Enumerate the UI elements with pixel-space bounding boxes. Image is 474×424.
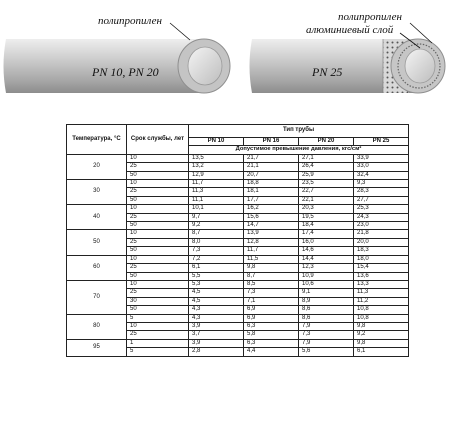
pressure-value-cell: 13,6 [354, 272, 409, 280]
pressure-value-cell: 4,5 [189, 297, 244, 305]
temperature-cell: 50 [67, 230, 127, 255]
pressure-value-cell: 18,3 [354, 247, 409, 255]
lifetime-cell: 25 [127, 289, 189, 297]
pressure-value-cell: 24,3 [354, 213, 409, 221]
callout-aluminum-layer: алюминиевый слой [306, 24, 394, 36]
pressure-value-cell: 9,7 [189, 213, 244, 221]
pipe-illustration [0, 0, 474, 120]
pressure-value-cell: 13,5 [189, 154, 244, 162]
pressure-value-cell: 7,3 [244, 289, 299, 297]
pressure-value-cell: 10,1 [189, 205, 244, 213]
lifetime-cell: 50 [127, 272, 189, 280]
pressure-value-cell: 19,5 [299, 213, 354, 221]
lifetime-cell: 50 [127, 171, 189, 179]
lifetime-cell: 25 [127, 213, 189, 221]
pressure-value-cell: 5,6 [299, 348, 354, 356]
lifetime-cell: 30 [127, 297, 189, 305]
table-row [67, 230, 409, 238]
pressure-value-cell: 9,8 [244, 264, 299, 272]
pressure-value-cell: 18,0 [354, 255, 409, 263]
pressure-value-cell: 5,3 [189, 280, 244, 288]
pressure-value-cell: 17,4 [299, 230, 354, 238]
pressure-value-cell: 11,3 [354, 289, 409, 297]
pressure-value-cell: 8,6 [299, 306, 354, 314]
pressure-value-cell: 20,7 [244, 171, 299, 179]
callout-line-left [170, 23, 190, 40]
pressure-value-cell: 12,9 [189, 171, 244, 179]
pressure-value-cell: 8,0 [189, 238, 244, 246]
header-pn20: PN 20 [299, 138, 354, 146]
pressure-value-cell: 33,0 [354, 163, 409, 171]
pressure-value-cell: 10,8 [354, 314, 409, 322]
pressure-value-cell: 8,7 [189, 230, 244, 238]
lifetime-cell: 5 [127, 314, 189, 322]
pressure-value-cell: 7,9 [299, 339, 354, 347]
lifetime-cell: 10 [127, 280, 189, 288]
pressure-value-cell: 10,9 [299, 272, 354, 280]
pressure-value-cell: 8,5 [244, 280, 299, 288]
table-body [67, 154, 409, 356]
pressure-value-cell: 7,2 [189, 255, 244, 263]
pressure-value-cell: 21,1 [244, 163, 299, 171]
pressure-value-cell: 27,7 [354, 196, 409, 204]
header-pipe-type: Тип трубы [189, 125, 409, 138]
pressure-value-cell: 6,1 [354, 348, 409, 356]
table-row [67, 280, 409, 288]
pressure-value-cell: 4,4 [244, 348, 299, 356]
pressure-value-cell: 5,8 [244, 331, 299, 339]
pressure-value-cell: 14,6 [299, 247, 354, 255]
pressure-value-cell: 9,2 [189, 222, 244, 230]
pressure-value-cell: 22,1 [299, 196, 354, 204]
pressure-value-cell: 33,9 [354, 154, 409, 162]
pressure-value-cell: 21,8 [354, 230, 409, 238]
lifetime-cell: 25 [127, 188, 189, 196]
pressure-value-cell: 6,3 [244, 339, 299, 347]
pressure-value-cell: 16,0 [299, 238, 354, 246]
temperature-cell: 30 [67, 180, 127, 205]
pressure-value-cell: 17,7 [244, 196, 299, 204]
pressure-value-cell: 23,5 [299, 180, 354, 188]
header-pn10: PN 10 [189, 138, 244, 146]
pressure-value-cell: 3,9 [189, 322, 244, 330]
temperature-cell: 70 [67, 280, 127, 314]
lifetime-cell: 50 [127, 306, 189, 314]
table-row [67, 314, 409, 322]
lifetime-cell: 50 [127, 196, 189, 204]
pressure-value-cell: 14,7 [244, 222, 299, 230]
pressure-value-cell: 12,3 [299, 264, 354, 272]
table-row [67, 255, 409, 263]
lifetime-cell: 10 [127, 205, 189, 213]
pressure-value-cell: 11,7 [244, 247, 299, 255]
pressure-value-cell: 7,3 [189, 247, 244, 255]
pressure-value-cell: 13,9 [244, 230, 299, 238]
pressure-value-cell: 16,2 [244, 205, 299, 213]
pressure-value-cell: 18,4 [299, 222, 354, 230]
lifetime-cell: 25 [127, 163, 189, 171]
lifetime-cell: 25 [127, 331, 189, 339]
temperature-cell: 40 [67, 205, 127, 230]
pressure-value-cell: 4,3 [189, 306, 244, 314]
lifetime-cell: 10 [127, 154, 189, 162]
lifetime-cell: 50 [127, 222, 189, 230]
pressure-value-cell: 7,1 [244, 297, 299, 305]
pressure-value-cell: 18,1 [244, 188, 299, 196]
pressure-value-cell: 18,8 [244, 180, 299, 188]
pressure-value-cell: 32,4 [354, 171, 409, 179]
table-row [67, 339, 409, 347]
lifetime-cell: 10 [127, 322, 189, 330]
pressure-value-cell: 3,7 [189, 331, 244, 339]
temperature-cell: 60 [67, 255, 127, 280]
pressure-value-cell: 2,8 [189, 348, 244, 356]
temperature-cell: 95 [67, 339, 127, 356]
pressure-value-cell: 10,8 [354, 306, 409, 314]
pressure-value-cell: 27,1 [299, 154, 354, 162]
pressure-value-cell: 8,7 [244, 272, 299, 280]
header-pressure-excess: Допустимое превышение давления, кгс/см² [189, 146, 409, 154]
lifetime-cell: 10 [127, 230, 189, 238]
pressure-value-cell: 20,3 [299, 205, 354, 213]
pressure-value-cell: 9,2 [354, 331, 409, 339]
pressure-value-cell: 11,1 [189, 196, 244, 204]
pressure-value-cell: 6,9 [244, 306, 299, 314]
lifetime-cell: 25 [127, 264, 189, 272]
pipe-rating-right: PN 25 [312, 65, 343, 79]
pressure-value-cell: 7,9 [299, 322, 354, 330]
header-pn25: PN 25 [354, 138, 409, 146]
pressure-value-cell: 26,4 [299, 163, 354, 171]
pressure-value-cell: 21,7 [244, 154, 299, 162]
pressure-value-cell: 6,3 [244, 322, 299, 330]
pressure-value-cell: 9,8 [354, 339, 409, 347]
pressure-value-cell: 6,9 [244, 314, 299, 322]
pressure-value-cell: 12,8 [244, 238, 299, 246]
pressure-value-cell: 9,1 [299, 289, 354, 297]
pressure-value-cell: 4,5 [189, 289, 244, 297]
callout-polypropylene-left: полипропилен [98, 15, 162, 27]
temperature-cell: 20 [67, 154, 127, 179]
pressure-value-cell: 6,1 [189, 264, 244, 272]
pressure-value-cell: 13,2 [189, 163, 244, 171]
temperature-cell: 80 [67, 314, 127, 339]
pressure-value-cell: 22,7 [299, 188, 354, 196]
pressure-value-cell: 8,6 [299, 314, 354, 322]
pressure-value-cell: 13,3 [354, 280, 409, 288]
header-lifetime: Срок службы, лет [127, 125, 189, 155]
lifetime-cell: 25 [127, 238, 189, 246]
lifetime-cell: 10 [127, 180, 189, 188]
pressure-value-cell: 14,4 [299, 255, 354, 263]
pipe-rating-left: PN 10, PN 20 [92, 65, 159, 79]
table-row [67, 205, 409, 213]
pressure-value-cell: 28,3 [354, 188, 409, 196]
pressure-table-container [66, 124, 408, 357]
pressure-value-cell: 23,0 [354, 222, 409, 230]
pressure-value-cell: 5,5 [189, 272, 244, 280]
pressure-value-cell: 25,9 [299, 171, 354, 179]
lifetime-cell: 5 [127, 348, 189, 356]
pressure-value-cell: 4,3 [189, 314, 244, 322]
pressure-value-cell: 11,2 [354, 297, 409, 305]
pressure-value-cell: 11,7 [189, 180, 244, 188]
pressure-value-cell: 11,3 [189, 188, 244, 196]
lifetime-cell: 50 [127, 247, 189, 255]
pressure-value-cell: 9,8 [354, 322, 409, 330]
pressure-value-cell: 15,6 [244, 213, 299, 221]
pressure-value-cell: 20,0 [354, 238, 409, 246]
pressure-value-cell: 10,6 [299, 280, 354, 288]
pressure-value-cell: 11,5 [244, 255, 299, 263]
lifetime-cell: 10 [127, 255, 189, 263]
pressure-value-cell: 15,4 [354, 264, 409, 272]
table-row [67, 180, 409, 188]
pressure-value-cell: 7,3 [299, 331, 354, 339]
callout-polypropylene-right: полипропилен [338, 11, 402, 23]
lifetime-cell: 1 [127, 339, 189, 347]
header-pn16: PN 16 [244, 138, 299, 146]
pressure-value-cell: 8,9 [299, 297, 354, 305]
pressure-table [66, 124, 409, 357]
header-temperature: Температура, °C [67, 125, 127, 155]
header-row-main [67, 125, 409, 138]
table-row [67, 154, 409, 162]
pressure-value-cell: 25,3 [354, 205, 409, 213]
pipe-pn25 [250, 39, 446, 93]
pressure-value-cell: 3,9 [189, 339, 244, 347]
pressure-value-cell: 9,3 [354, 180, 409, 188]
